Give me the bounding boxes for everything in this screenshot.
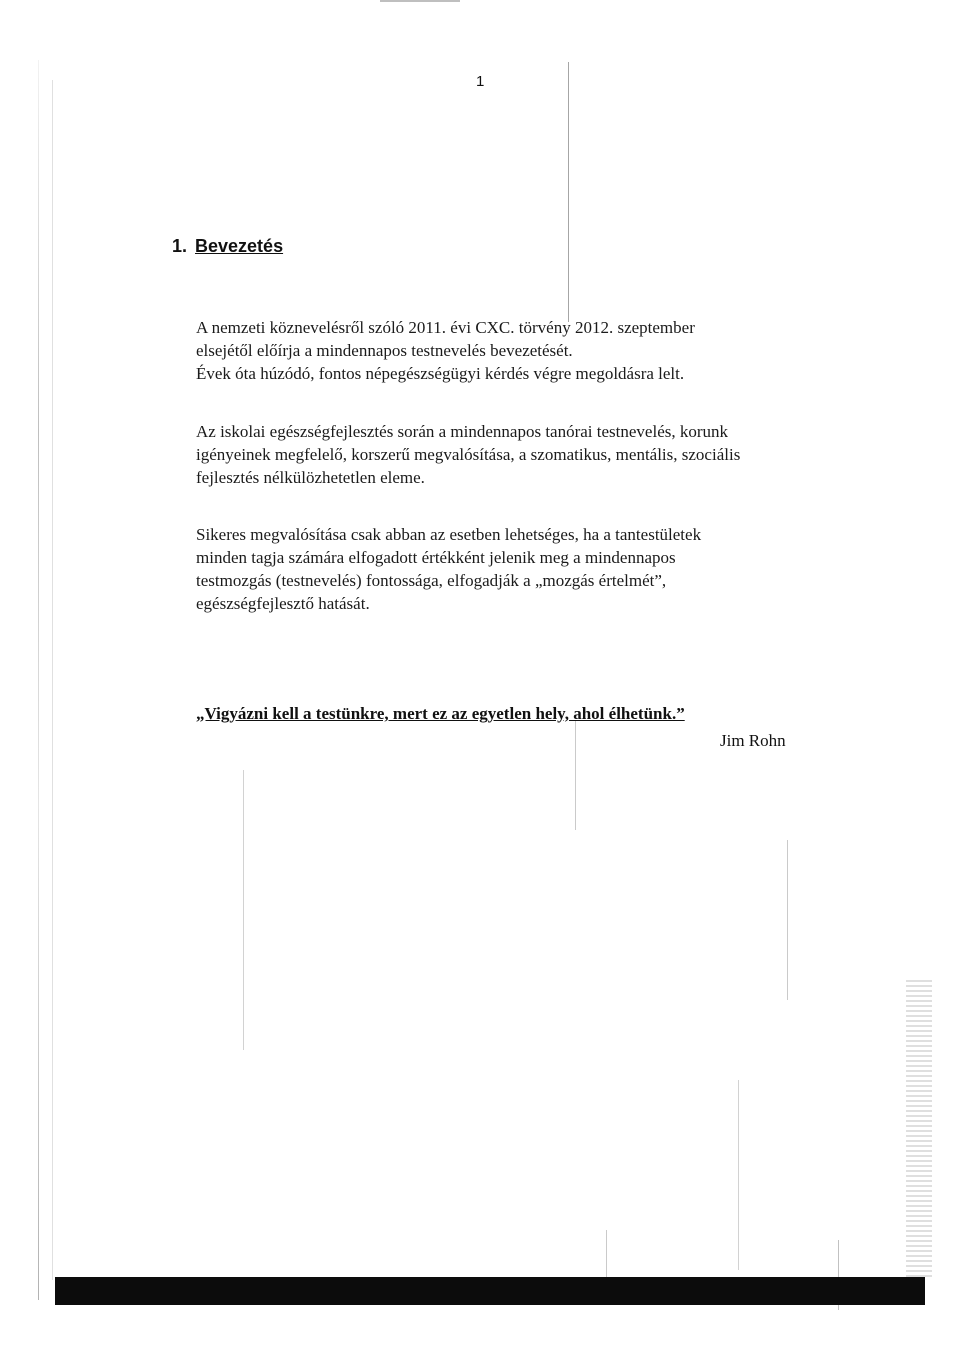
- scan-artifact-line: [787, 840, 788, 1000]
- quote-text: „Vigyázni kell a testünkre, mert ez az egyetlen hely, ahol élhetünk.”: [196, 704, 685, 723]
- scan-artifact-left-edge: [38, 60, 39, 1300]
- section-number: 1.: [172, 236, 188, 256]
- page-number: 1: [476, 73, 485, 90]
- scan-artifact-top: [380, 0, 460, 2]
- scan-artifact-line: [738, 1080, 739, 1270]
- paragraph-line: Évek óta húzódó, fontos népegészségügyi kérdés végre megoldásra lelt.: [196, 364, 685, 383]
- paragraph-line: fejlesztés nélkülözhetetlen eleme.: [196, 468, 425, 487]
- scan-artifact-left-line: [52, 80, 53, 1280]
- quote-author: Jim Rohn: [720, 731, 786, 750]
- paragraph-line: elsejétől előírja a mindennapos testnevelés bevezetését.: [196, 341, 573, 360]
- scan-artifact-line: [575, 720, 576, 830]
- paragraph-line: testmozgás (testnevelés) fontossága, elfogadják a „mozgás értelmét”,: [196, 571, 667, 590]
- paragraph-line: Az iskolai egészségfejlesztés során a mindennapos tanórai testnevelés, korunk: [196, 422, 729, 441]
- paragraph-line: Sikeres megvalósítása csak abban az esetben lehetséges, ha a tantestületek: [196, 525, 702, 544]
- paragraph-line: A nemzeti köznevelésről szóló 2011. évi CXC. törvény 2012. szeptember: [196, 318, 695, 337]
- paragraph: [196, 420, 836, 489]
- scan-artifact-noise: [906, 980, 932, 1280]
- paragraph-line: igényeinek megfelelő, korszerű megvalósítása, a szomatikus, mentális, szociális: [196, 445, 741, 464]
- paragraph-line: minden tagja számára elfogadott értékként jelenik meg a mindennapos: [196, 548, 676, 567]
- section-title: Bevezetés: [195, 236, 284, 256]
- section-heading: [172, 236, 283, 257]
- paragraph: [196, 316, 836, 385]
- paragraph-line: egészségfejlesztő hatását.: [196, 594, 370, 613]
- paragraph: [196, 523, 836, 615]
- scan-artifact-line: [568, 62, 569, 322]
- scan-artifact-line: [243, 770, 244, 1050]
- scan-artifact-bottom-bar: [55, 1277, 925, 1305]
